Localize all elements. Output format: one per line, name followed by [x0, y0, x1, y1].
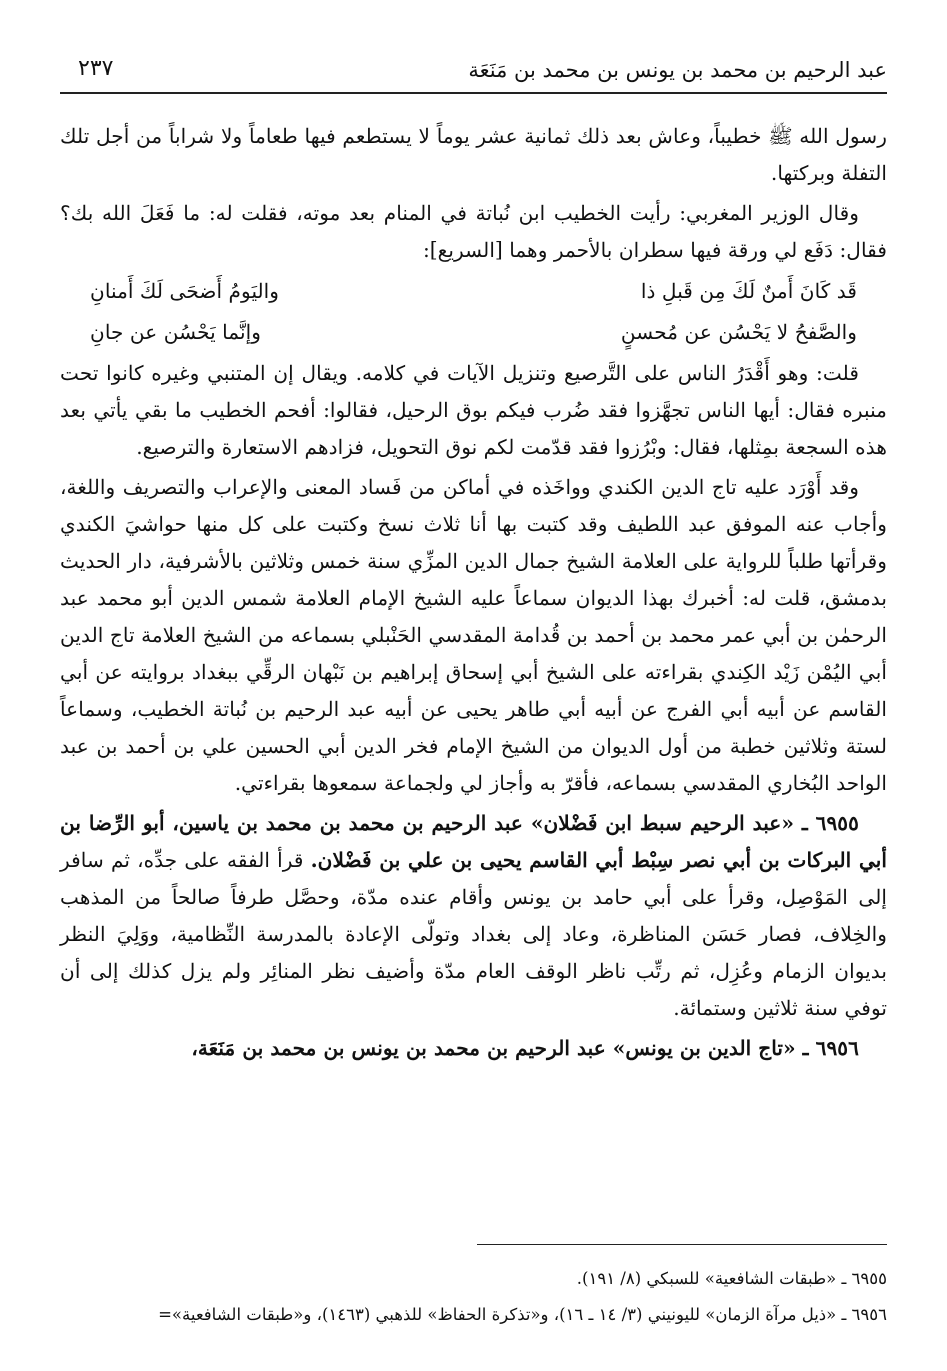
- paragraph: قلت: وهو أَقْدَرُ الناس على التَّرصيع وتنزيل الآيات في كلامه. ويقال إن المتنبي وغيره كانوا تحت منبره فقال: أيها الناس تجهَّزوا فقد ضُرب فيكم بوق الرحيل، فقالوا: أفحم الخطيب ما بقي يأتي بعد هذه السجعة بمِثلها، فقال: وبْرُزوا فقد قدّمت لكم نوق التحويل، فزادهم الاستعارة والترصيع.: [60, 361, 887, 459]
- footnote: ٦٩٥٦ ـ «ذيل مرآة الزمان» لليونيني (٣/ ١٤ ـ ١٦)، و«تذكرة الحفاظ» للذهبي (١٤٦٣)، و«طبقات الشافعية»=: [158, 1305, 887, 1324]
- footnote: ٦٩٥٥ ـ «طبقات الشافعية» للسبكي (٨/ ١٩١).: [576, 1269, 887, 1288]
- verse-line: [60, 273, 887, 310]
- paragraph: وقال الوزير المغربي: رأيت الخطيب ابن نُباتة في المنام بعد موته، فقلت له: ما فَعَلَ الله بك؟ فقال: دَفَع لي ورقة فيها سطران بالأحمر وهما [السريع]:: [60, 201, 887, 262]
- entry-text: قرأ الفقه على جدِّه، ثم سافر إلى المَوْصِل، وقرأ على أبي حامد بن يونس وأقام عنده مدّة، وحصَّل طرفاً صالحاً من المذهب والخِلاف، فصار حَسَن المناظرة، وعاد إلى بغداد وتولّى الإعادة بالمدرسة النِّظامية، ووَلِيَ النظر بديوان الزمام وعُزِل، ثم رتِّب ناظر الوقف العام مدّة وأضيف نظر المنائِر ولم يزل كذلك إلى أن توفي سنة ثلاثين وستمائة.: [60, 848, 887, 1020]
- biography-entry: [60, 805, 887, 1027]
- verse-line: [60, 314, 887, 351]
- page-header: [60, 52, 887, 94]
- verse-first-hemistich: قَد كَانَ أَمنٌ لَكَ مِن قَبلِ ذا: [640, 279, 857, 303]
- entry-heading: ٦٩٥٥ ـ «عبد الرحيم سبط ابن فَضْلان» عبد الرحيم بن محمد بن محمد بن ياسين، أبو الرِّضا بن أبي البركات بن أبي نصر سِبْط أبي القاسم يحيى بن علي بن فَضْلان.: [60, 811, 887, 872]
- paragraph: وقد أَوْرَد عليه تاج الدين الكندي وواخَذه في أماكن من فَساد المعنى والإعراب والتصريف واللغة، وأجاب عنه الموفق عبد اللطيف وقد كتبت بها أنا ثلاث نسخ وكتبت على كل منها حواشيَ الكندي وقرأتها طلباً للرواية على العلامة الشيخ جمال الدين المزِّي سنة خمس وثلاثين بالأشرفية، دار الحديث بدمشق، قلت له: أخبرك بهذا الديوان سماعاً عليه الشيخ الإمام العلامة شمس الدين أبو محمد عبد الرحمٰن بن أبي عمر محمد بن أحمد بن قُدامة المقدسي الحَنْبلي بسماعه من الشيخ العلامة تاج الدين أبي اليُمْن زَيْد الكِندي بقراءته على الشيخ أبي إسحاق إبراهيم بن نَبْهان الرقِّي ببغداد بروايته عن أبي القاسم عن أبيه أبي الفرج عن أبيه أبي طاهر يحيى عن أبيه عبد الرحيم بن نُباتة الخطيب، وسماعاً لستة وثلاثين خطبة من أول الديوان من الشيخ الإمام فخر الدين أبي الحسين علي بن أحمد بن عبد الواحد البُخاري المقدسي بسماعه، فأقرّ به وأجاز لي ولجماعة سمعوها بقراءتي.: [60, 475, 887, 795]
- running-title: عبد الرحيم بن محمد بن يونس بن محمد بن مَنَعَة: [468, 58, 887, 82]
- biography-entry: [60, 1030, 887, 1067]
- page-number: ٢٣٧: [78, 56, 114, 81]
- verse-second-hemistich: وإنَّما يَحْسُن عن جانِ: [90, 320, 261, 344]
- verse-second-hemistich: واليَومُ أَضحَى لَكَ أَمنانِ: [90, 279, 280, 303]
- page-body: [60, 118, 887, 1067]
- footnotes: [60, 1244, 887, 1333]
- footnote-divider: [477, 1244, 887, 1245]
- paragraph: رسول الله ﷺ خطيباً، وعاش بعد ذلك ثمانية عشر يوماً لا يستطعم فيها طعاماً ولا شراباً من أجل تلك التفلة وبركتها.: [60, 124, 887, 185]
- verse-first-hemistich: والصَّفحُ لا يَحْسُن عن مُحسنٍ: [620, 320, 857, 344]
- entry-heading: ٦٩٥٦ ـ «تاج الدين بن يونس» عبد الرحيم بن محمد بن يونس بن محمد بن مَنَعَة،: [191, 1036, 859, 1060]
